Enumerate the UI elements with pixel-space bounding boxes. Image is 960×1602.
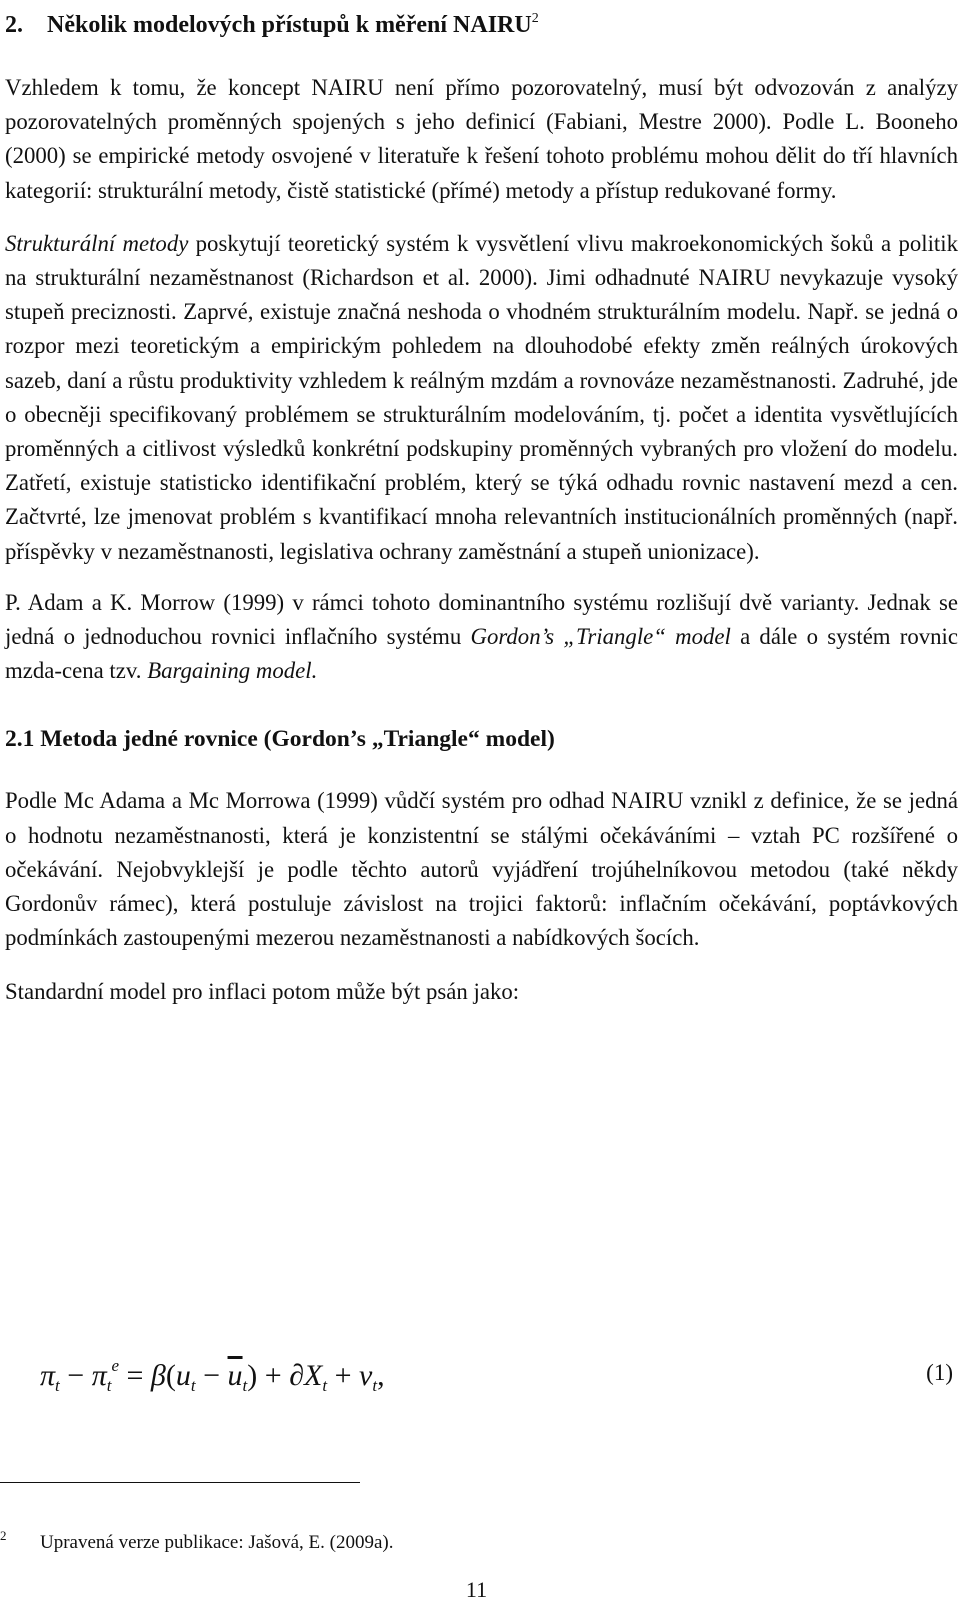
footnote xyxy=(0,1524,393,1555)
equation-1 xyxy=(0,1356,953,1402)
section-heading: 2. Několik modelových přístupů k měření NAIRU$^2$ xyxy=(5,11,539,38)
structural-lead: Strukturální metody xyxy=(5,230,189,256)
structural-text: poskytují teoretický systém k vysvětlení vlivu makroekonomických šoků a politik na strukturální nezaměstnanost (Richardson et al. 2000). Jimi odhadnuté NAIRU nevykazuje vysoký stupeň preciznosti. Zaprvé, existuje značná neshoda o vhodném strukturálním modelu. Např. se jedná o rozpor mezi teoretickým a empirickým pohledem na dlouhodobé efekty změn reálných úrokových sazeb, daní a růstu produktivity vzhledem k reálným mzdám a rovnováze nezaměstnanosti. Zadruhé, jde o obecněji specifikovaný problémem se strukturálním modelováním, tj. počet a identita vysvětlujících proměnných a citlivost výsledků konkrétní podskupiny proměnných vybraných pro vložení do modelu. Zatřetí, existuje statisticko identifikační problém, který se týká odhadu rovnic nastavení mezd a cen. Začtvrté, lze jmenovat problém s kvantifikací mnoha relevantních institucionálních proměnných (např. příspěvky v nezaměstnanosti, legislativa ochrany zaměstnání a stupeň unionizace). xyxy=(5,230,958,564)
paragraph-intro: Vzhledem k tomu, že koncept NAIRU není přímo pozorovatelný, musí být odvozován z analýzy pozorovatelných proměnných spojených s jeho definicí (Fabiani, Mestre 2000). Podle L. Booneho (2000) se empirické metody osvojené v literatuře k řešení tohoto problému mohou dělit do tří hlavních kategorií: strukturální metody, čistě statistické (přímé) metody a přístup redukované formy. xyxy=(5,75,958,203)
paragraph-structural xyxy=(5,227,958,569)
footnote-ref: 2 xyxy=(531,11,539,26)
equation-body: $\pi_t - \pi_t^e = \beta(u_t - \overline{u}_t) + \partial X_t + \nu_t$, xyxy=(40,1356,385,1395)
paragraph-gordon: Podle Mc Adama a Mc Morrowa (1999) vůdčí systém pro odhad NAIRU vznikl z definice, že se jedná o hodnotu nezaměstnanosti, která je konzistentní se stálými očekáváními – vztah PC rozšířené o očekávání. Nejobvyklejší je podle těchto autorů vyjádření trojúhelníkovou metodou (také někdy Gordonův rámec), která postuluje závislost na trojici faktorů: inflačním očekávání, poptávkových podmínkách zastoupenými mezerou nezaměstnanosti a nabídkových šocích. xyxy=(5,788,958,951)
equation-number: (1) xyxy=(926,1360,953,1385)
paragraph-standard-model: Standardní model pro inflaci potom může být psán jako: xyxy=(5,979,520,1005)
page-number: 11 xyxy=(465,1577,488,1602)
subsection-heading: 2.1 Metoda jedné rovnice (Gordon’s „Triangle“ model) xyxy=(5,726,555,753)
footnote-separator xyxy=(0,1482,360,1483)
document-page xyxy=(5,0,958,1010)
footnote-mark: 2 xyxy=(0,1528,7,1543)
footnote-text: Upravená verze publikace: Jašová, E. (2009a). xyxy=(40,1532,394,1553)
paragraph-adam-morrow: P. Adam a K. Morrow (1999) v rámci tohoto dominantního systému rozlišují dvě varianty. Jednak se jedná o jednoduchou rovnici inflačního systému Gordon’s „Triangle“ model a dále o systém rovnic mzda-cena tzv. Bargaining model. xyxy=(5,589,958,684)
